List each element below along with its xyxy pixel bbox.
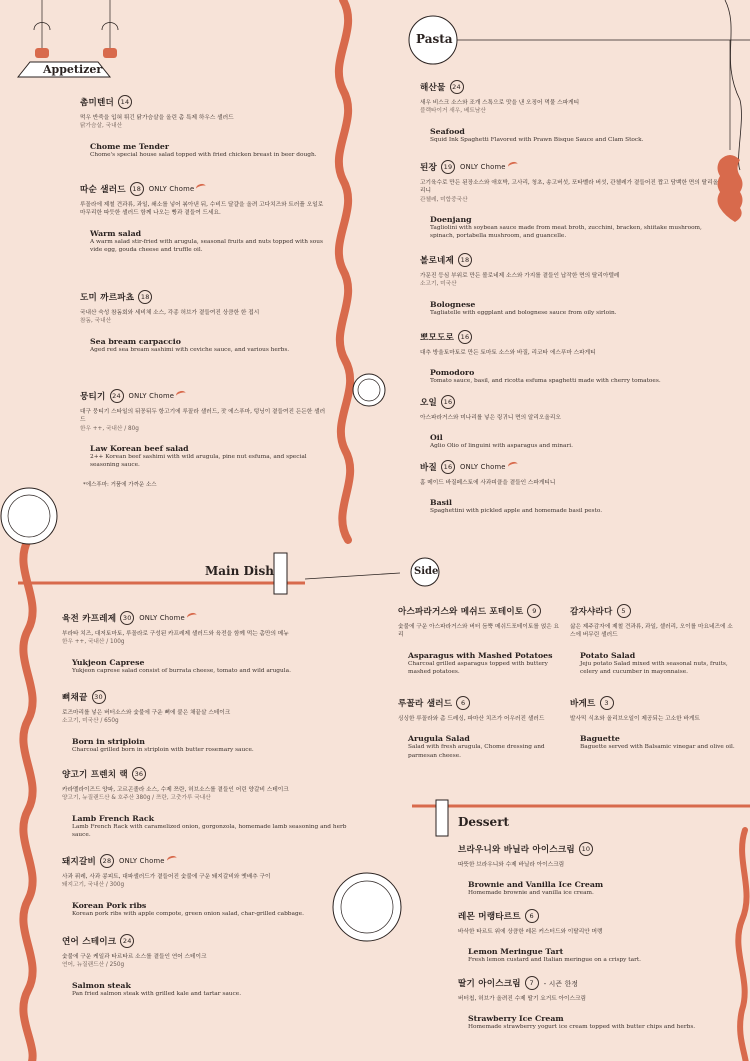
item-origin: 관첼레, 미합중국산: [420, 196, 468, 203]
item-korean-description: 가문진 등심 부위로 만든 볼로네제 소스와 가지를 곁들인 납작한 면의 탈리아텔레: [420, 273, 620, 279]
swoosh-icon: [507, 460, 518, 469]
wavy-ribbon-right: [738, 830, 746, 1061]
menu-item: [420, 80, 720, 144]
item-korean-name: 아스파라거스와 메쉬드 포테이토 9: [398, 604, 563, 618]
item-english-name: Potato Salad: [580, 650, 636, 660]
menu-item: [80, 389, 330, 470]
item-korean-name: 루꼴라 샐러드 6: [398, 696, 563, 710]
item-korean-name: 딸기 아이스크림 7 - 시즌 한정: [458, 976, 738, 990]
item-english-name: Warm salad: [90, 228, 142, 238]
item-korean-description: 삶은 제주감자에 제철 견과류, 과일, 셀러리, 오이를 마요네즈에 소스에 버무린 샐러드: [570, 624, 733, 639]
item-korean-name: 오일 16: [420, 395, 720, 409]
item-badge: ONLY Chome: [148, 185, 195, 193]
item-price: 16: [441, 395, 455, 409]
item-english-description: Squid Ink Spaghetti Flavored with Prawn Bisque Sauce and Clam Stock.: [430, 136, 644, 143]
item-english-name: Lemon Meringue Tart: [468, 947, 564, 957]
item-english-name: Born in striploin: [72, 736, 145, 746]
menu-item: [62, 767, 352, 839]
item-english-name: Bolognese: [430, 299, 476, 309]
item-price: 18: [138, 290, 152, 304]
item-english-description: Tomato sauce, basil, and ricotta esfuma spaghetti made with cherry tomatoes.: [430, 378, 661, 385]
swoosh-icon: [175, 389, 186, 398]
item-korean-name: 촘미텐더 14: [80, 95, 330, 109]
item-english-description: Tagliolini with soybean sauce made from meat broth, zucchini, bracken, shiitake mushroom, spinach, portabella mushroom, and guancelle.: [430, 225, 702, 240]
item-price: 18: [458, 253, 472, 267]
wavy-ribbon-left: [23, 540, 32, 1061]
item-price: 24: [450, 80, 464, 94]
item-english-name: Baguette: [580, 734, 620, 744]
menu-item: [458, 842, 738, 898]
item-english-name: Yukjeon Caprese: [72, 657, 145, 667]
item-korean-description: 새우 비스크 소스와 조개 스톡으로 맛을 낸 오징어 먹물 스파게티: [420, 100, 580, 106]
item-price: 14: [118, 95, 132, 109]
menu-item: [570, 696, 735, 752]
item-english-name: Brownie and Vanilla Ice Cream: [468, 880, 604, 890]
item-english-name: Law Korean beef salad: [90, 444, 189, 454]
item-korean-name: 브라우니와 바닐라 아이스크림 10: [458, 842, 738, 856]
item-korean-description: 카라멜라이즈드 양파, 고르곤졸라 소스, 수제 쯔란, 허브소스를 곁들인 어린 양갈비 스테이크: [62, 787, 289, 793]
item-korean-name: 레몬 머랭타르트 6: [458, 909, 738, 923]
section-title-appetizer: Appetizer: [43, 63, 103, 76]
item-korean-description: 버터칩, 허브가 올려진 수제 딸기 요거트 아이스크림: [458, 996, 587, 1002]
thin-curve-right: [725, 0, 741, 170]
item-price: 6: [456, 696, 470, 710]
menu-item: [62, 934, 352, 998]
swoosh-icon: [507, 160, 518, 169]
item-korean-description: 부라타 치즈, 대저토마토, 루꼴라로 구성된 카프레제 샐러드와 육전을 함께 먹는 촘만의 메뉴: [62, 631, 289, 637]
section-title-side: Side: [414, 566, 439, 577]
item-english-description: Aglio Olio of linguini with asparagus and minari.: [430, 443, 573, 450]
item-badge: - 시즌 한정: [543, 980, 579, 988]
item-korean-name: 바질 16 ONLY Chome: [420, 460, 720, 474]
item-korean-description: 아스파라거스와 미나리를 넣은 링귀니 면의 알리오올리오: [420, 415, 561, 421]
section-title-pasta: Pasta: [416, 32, 453, 46]
item-english-name: Strawberry Ice Cream: [468, 1014, 564, 1024]
swoosh-icon: [166, 854, 177, 863]
swoosh-icon: [196, 182, 207, 191]
item-english-description: Baguette served with Balsamic vinegar and olive oil.: [580, 744, 735, 751]
menu-item: [62, 854, 352, 918]
item-korean-description: 숯불에 구운 아스파라거스와 버터 듬뿍 메쉬드포테이토를 얹은 요리: [398, 624, 559, 639]
item-badge: ONLY Chome: [460, 463, 506, 471]
item-korean-description: 홈 메이드 바질페스토에 사과피클을 곁들인 스파게티니: [420, 480, 556, 486]
item-korean-name: 된장 19 ONLY Chome: [420, 160, 720, 174]
menu-item: [458, 976, 738, 1032]
item-origin: 블랙타이거 새우, 베트남산: [420, 108, 486, 115]
item-badge: ONLY Chome: [128, 392, 175, 400]
section-title-dessert: Dessert: [458, 815, 510, 829]
item-english-description: Fresh lemon custard and Italian meringue on a crispy tart.: [468, 957, 642, 964]
item-english-description: Jeju potato Salad mixed with seasonal nuts, fruits, celery and cucumber in mayonnaise.: [580, 660, 728, 676]
item-english-name: Seafood: [430, 126, 465, 136]
item-price: 9: [527, 604, 541, 618]
menu-item: [80, 182, 330, 254]
item-english-description: Spaghettini with pickled apple and homemade basil pesto.: [430, 508, 603, 515]
item-price: 10: [579, 842, 593, 856]
item-english-name: Chome me Tender: [90, 141, 169, 151]
item-korean-description: 바삭한 타르트 위에 상큼한 레몬 커스터드와 이탈리안 머랭: [458, 929, 603, 935]
item-korean-description: 따뜻한 브라우니와 수제 바닐라 아이스크림: [458, 862, 565, 868]
item-korean-name: 감자샤라다 5: [570, 604, 735, 618]
item-english-name: Arugula Salad: [408, 734, 470, 744]
item-korean-name: 해산물 24: [420, 80, 720, 94]
menu-item: [420, 460, 720, 516]
item-price: 30: [120, 611, 134, 625]
appetizer-note: *에스푸마: 거품에 가까운 소스: [83, 482, 157, 488]
item-english-name: Asparagus with Mashed Potatoes: [408, 650, 553, 660]
item-korean-description: 대추 방울토마토로 만든 토마토 소스와 바질, 리코타 에스푸마 스파게티: [420, 350, 596, 356]
menu-item: [398, 604, 563, 676]
item-english-name: Salmon steak: [72, 980, 131, 990]
item-price: 6: [525, 909, 539, 923]
item-english-name: Korean Pork ribs: [72, 900, 147, 910]
item-korean-description: 대구 뭉티기 스타일의 뒤꽁뒤두 항고기에 루꼴라 샐러드, 잣 에스푸마, 텅닝이 곁들여진 든든한 샐러드: [80, 409, 326, 424]
item-english-description: A warm salad stir-fried with arugula, seasonal fruits and nuts topped with sous vide egg, gouda cheese and truffle oil.: [90, 238, 323, 254]
item-english-description: Salad with fresh arugula, Chome dressing and parmesan cheese.: [408, 744, 545, 759]
item-english-description: Chome's special house salad topped with fried chicken breast in beer dough.: [90, 151, 317, 158]
item-korean-description: 발사믹 식초와 올리브오일이 제공되는 고소한 바게트: [570, 716, 700, 722]
item-korean-description: 루꼴라에 제철 견과류, 과일, 쇄소를 넣어 볶아낸 뒤, 수비드 달걀을 올려 고다치즈와 트러플 오일로 마무리한 따듯한 샐러드 함께 나오는 빵과 곁들여 드세요.: [80, 202, 324, 217]
vase-right: [718, 40, 743, 222]
item-korean-name: 양고기 프렌치 랙 36: [62, 767, 352, 781]
menu-item: [570, 604, 735, 676]
item-korean-name: 뽀모도로 16: [420, 330, 720, 344]
item-origin: 참돔, 국내산: [80, 318, 112, 325]
item-korean-description: 국내산 숙성 참돔회와 세비체 소스, 각종 허브가 곁들여진 상큼한 한 접시: [80, 310, 260, 316]
item-price: 5: [617, 604, 631, 618]
item-price: 24: [110, 389, 124, 403]
item-english-description: Yukjeon caprese salad consist of burrata cheese, tomato and wild arugula.: [72, 667, 291, 674]
item-origin: 한우 ++, 국내산 / 100g: [62, 639, 125, 646]
item-korean-description: 고기육수로 만든 된장소스와 애호박, 고사리, 청초, 송고버섯, 포타벨라 버섯, 관첼레가 곁들어진 짭고 담백한 면의 탈리올리니: [420, 180, 719, 195]
item-korean-name: 바게트 3: [570, 696, 735, 710]
item-badge: ONLY Chome: [139, 614, 185, 622]
item-origin: 닭가슴살, 국내산: [80, 123, 123, 130]
item-price: 7: [525, 976, 539, 990]
item-korean-name: 육전 카프레제 30 ONLY Chome: [62, 611, 352, 625]
item-korean-name: 뭉티기 24 ONLY Chome: [80, 389, 330, 403]
item-english-description: Aged red sea bream sashimi with ceviche sauce, and various herbs.: [90, 346, 290, 353]
item-english-description: Pan fried salmon steak with grilled kale and tartar sauce.: [72, 990, 242, 997]
item-price: 16: [458, 330, 472, 344]
item-korean-name: 볼로네제 18: [420, 253, 720, 267]
item-korean-name: 돼지갈비 28 ONLY Chome: [62, 854, 352, 868]
item-english-name: Basil: [430, 498, 452, 508]
item-origin: 돼지고기, 국내산 / 300g: [62, 882, 125, 889]
item-price: 24: [120, 934, 134, 948]
item-english-description: Lamb French Rack with caramelized onion, gorgonzola, homemade lamb seasoning and herb sauce.: [72, 823, 347, 839]
item-price: 16: [441, 460, 455, 474]
item-badge: ONLY Chome: [119, 857, 165, 865]
item-badge: ONLY Chome: [460, 163, 506, 171]
item-origin: 한우 ++, 국내산 / 80g: [80, 425, 139, 432]
item-english-description: Charcoal grilled born in striploin with butter rosemary sauce.: [72, 746, 254, 753]
item-english-name: Oil: [430, 433, 443, 443]
item-english-name: Doenjang: [430, 215, 472, 225]
item-korean-name: 뼈채끝 30: [62, 690, 352, 704]
item-korean-description: 먹우 반죽을 입혀 튀긴 닭가슴살을 올린 촘 특제 하우스 샐러드: [80, 115, 234, 121]
item-price: 30: [92, 690, 106, 704]
lamp-right: [102, 0, 118, 58]
item-korean-name: 따순 샐러드 18 ONLY Chome: [80, 182, 330, 196]
section-title-main-dish: Main Dish: [205, 564, 274, 578]
menu-item: [420, 253, 720, 317]
item-korean-name: 도미 까르파쵸 18: [80, 290, 330, 304]
item-english-name: Pomodoro: [430, 368, 475, 378]
item-price: 18: [130, 182, 144, 196]
item-english-description: Homemade strawberry yogurt ice cream topped with butter chips and herbs.: [468, 1024, 696, 1031]
item-english-name: Sea bream carpaccio: [90, 336, 181, 346]
item-price: 28: [100, 854, 114, 868]
item-english-name: Lamb French Rack: [72, 813, 155, 823]
menu-item: [80, 95, 330, 159]
menu-item: [420, 160, 720, 241]
item-english-description: Homemade brownie and vanilla ice cream.: [468, 890, 594, 897]
menu-item: [398, 696, 563, 760]
menu-item: [62, 611, 352, 675]
item-english-description: 2++ Korean beef sashimi with wild arugula, pine nut esfuma, and special seasoning sauce.: [90, 454, 307, 469]
menu-item: [62, 690, 352, 754]
item-english-description: Charcoal grilled asparagus topped with buttery mashed potatoes.: [408, 660, 548, 676]
item-english-description: Korean pork ribs with apple compote, green onion salad, char-grilled cabbage.: [72, 910, 304, 917]
menu-item: [420, 395, 720, 451]
item-price: 19: [441, 160, 455, 174]
menu-item: [80, 290, 330, 354]
item-origin: 연어, 뉴질랜드산 / 250g: [62, 962, 125, 969]
item-korean-description: 로즈마리를 넣은 버터소스와 숯불에 구운 뼈에 붙은 채끝살 스테이크: [62, 710, 231, 716]
wavy-ribbon-center: [339, 0, 350, 540]
swoosh-icon: [186, 611, 197, 620]
item-price: 3: [600, 696, 614, 710]
item-english-description: Tagliatelle with eggplant and bolognese sauce from oily sirloin.: [430, 309, 617, 316]
menu-item: [458, 909, 738, 965]
item-origin: 양고기, 뉴질랜드산 & 호주산 380g / 쯔란, 고춧가루 국내산: [62, 795, 211, 802]
item-korean-name: 연어 스테이크 24: [62, 934, 352, 948]
item-price: 36: [132, 767, 146, 781]
item-origin: 소고기, 미국산 / 650g: [62, 718, 119, 725]
menu-item: [420, 330, 720, 386]
lamp-left: [34, 0, 50, 58]
item-korean-description: 사과 퓌레, 사과 콩피트, 대파샐러드가 곁들어진 숯불에 구운 돼지갈비와 옛배추 구이: [62, 874, 271, 880]
item-origin: 소고기, 미국산: [420, 281, 457, 288]
item-korean-description: 숯불에 구운 케일과 타르타르 소스를 곁들인 연어 스테이크: [62, 954, 207, 960]
item-korean-description: 싱싱한 루꼴라와 촘 드레싱, 파마산 치즈가 어우러진 샐러드: [398, 716, 545, 722]
